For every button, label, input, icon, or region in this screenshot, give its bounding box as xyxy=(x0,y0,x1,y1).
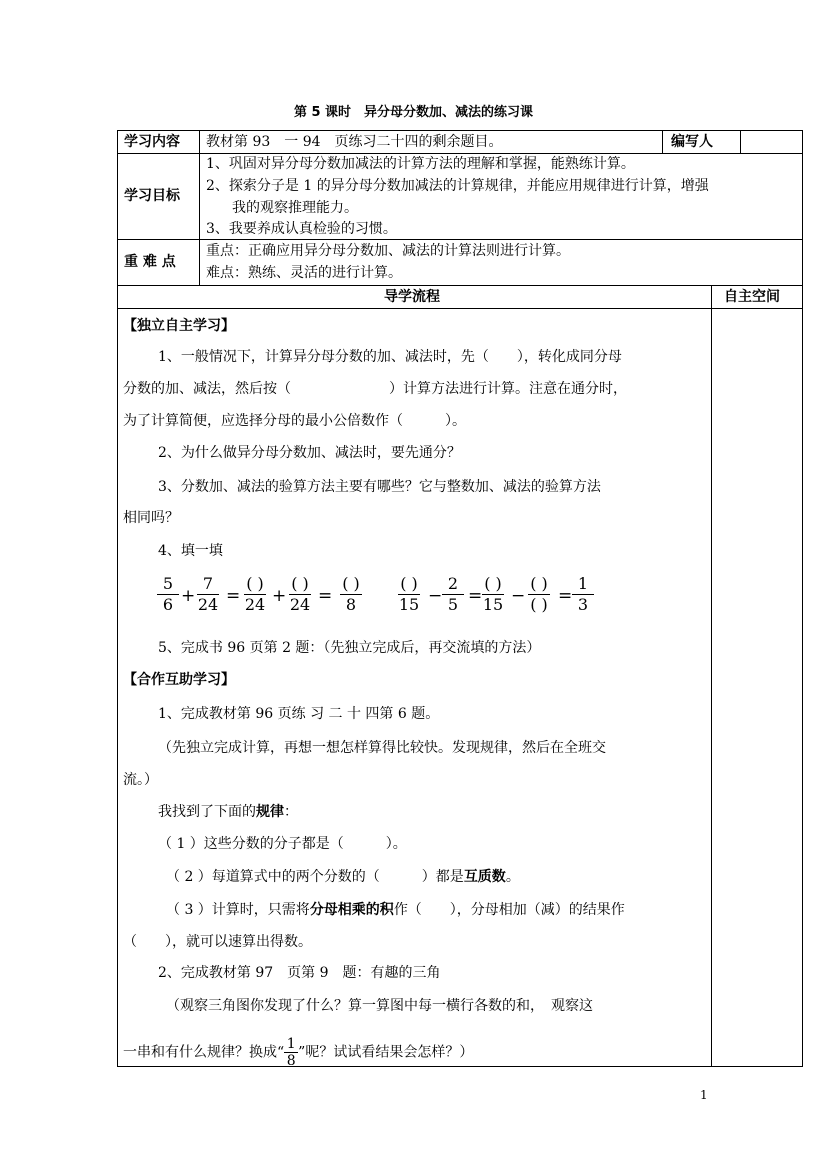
goal-label: 学习目标 xyxy=(124,188,180,204)
content-label: 学习内容 xyxy=(124,134,180,150)
goal-line: 3、我要养成认真检验的习惯。 xyxy=(206,221,397,237)
fraction: 7 24 xyxy=(197,574,219,614)
fraction-blank[interactable]: ( ) 24 xyxy=(289,574,311,614)
fraction: 1 3 xyxy=(570,575,596,614)
question-3-line: 3、分数加、减法的验算方法主要有哪些？它与整数加、减法的验算方法 xyxy=(158,479,601,495)
key-label: 重 难 点 xyxy=(124,254,176,270)
col-divider-space xyxy=(711,285,712,1067)
rule-3 xyxy=(166,900,625,920)
fraction-blank[interactable]: ( ) 15 xyxy=(398,574,420,614)
goal-line: 2、探索分子是 1 的异分母分数加减法的计算规律，并能应用规律进行计算，增强 xyxy=(206,178,709,194)
task-2-note xyxy=(123,1036,473,1069)
key-point: 难点：熟练、灵活的进行计算。 xyxy=(206,265,402,281)
fraction-numerator: 1 xyxy=(286,1036,296,1052)
fraction: 2 5 xyxy=(440,575,466,614)
key-point: 重点：正确应用异分母分数加、减法的计算法则进行计算。 xyxy=(206,243,570,259)
section-heading: 【独立自主学习】 xyxy=(123,318,235,334)
author-label: 编写人 xyxy=(671,134,713,150)
table-border-top xyxy=(117,130,803,131)
row-divider xyxy=(117,285,803,286)
plus-sign: + xyxy=(272,586,287,606)
task-1-note: 流。） xyxy=(123,772,158,788)
goal-line: 我的观察推理能力。 xyxy=(232,200,358,216)
equals-sign: = xyxy=(468,586,483,606)
rule-1: （ 1 ）这些分数的分子都是（ ）。 xyxy=(158,836,407,852)
rule-intro xyxy=(158,802,298,822)
space-header: 自主空间 xyxy=(724,289,780,305)
fraction: 5 6 xyxy=(155,575,181,614)
minus-sign: − xyxy=(428,586,443,606)
rule-colon: ： xyxy=(284,804,298,820)
table-border-left xyxy=(117,130,118,1067)
rule-2-keyword: 互质数 xyxy=(463,869,506,885)
col-divider-author-left xyxy=(662,130,663,154)
flow-header: 导学流程 xyxy=(384,289,440,305)
fraction-blank[interactable]: ( ) 15 xyxy=(482,574,504,614)
row-divider xyxy=(117,239,803,240)
rule-2-end: 。 xyxy=(505,869,520,885)
table-border-right xyxy=(802,130,803,1067)
question-1-line: 分数的加、减法，然后按（ ）计算方法进行计算。注意在通分时， xyxy=(123,381,627,397)
question-1-line: 1、一般情况下，计算异分母分数的加、减法时，先（ ），转化成同分母 xyxy=(158,349,622,365)
question-5: 5、完成书 96 页第 2 题：（先独立完成后，再交流填的方法） xyxy=(158,640,541,656)
fraction-denominator: 8 xyxy=(286,1053,296,1069)
content-text: 教材第 93 一 94 页练习二十四的剩余题目。 xyxy=(206,134,503,150)
question-2: 2、为什么做异分母分数加、减法时，要先通分？ xyxy=(158,445,461,461)
task-2-note-end: ”呢？试试看结果会怎样？） xyxy=(298,1044,474,1061)
rule-3-keyword: 分母相乘的积 xyxy=(309,902,394,918)
task-1-note: （先独立完成计算，再想一想怎样算得比较快。发现规律，然后在全班交 xyxy=(158,740,606,756)
equals-sign: = xyxy=(318,586,333,606)
fraction xyxy=(284,1036,298,1069)
rule-3-continued: （ ），就可以速算出得数。 xyxy=(123,934,312,950)
minus-sign: − xyxy=(511,586,526,606)
col-divider-author-right xyxy=(740,130,741,154)
rule-3-text: （ 3 ）计算时，只需将 xyxy=(166,902,310,918)
col-divider-label xyxy=(199,130,200,286)
page-title: 第 5 课时 异分母分数加、减法的练习课 xyxy=(293,105,534,120)
fraction-blank[interactable]: ( ) 24 xyxy=(244,574,266,614)
question-3-line: 相同吗？ xyxy=(123,510,179,526)
question-1-line: 为了计算简便，应选择分母的最小公倍数作（ ）。 xyxy=(123,413,466,429)
fraction-blank[interactable]: ( ) 8 xyxy=(338,575,364,614)
section-heading: 【合作互助学习】 xyxy=(123,672,235,688)
row-divider xyxy=(117,308,803,309)
task-2-note-text: 一串和有什么规律？换成“ xyxy=(123,1044,285,1061)
rule-intro-text: 我找到了下面的 xyxy=(158,804,256,820)
equals-sign: = xyxy=(226,586,241,606)
rule-keyword: 规律 xyxy=(256,804,284,820)
fraction-blank[interactable]: ( ) ( ) xyxy=(526,575,552,614)
plus-sign: + xyxy=(181,586,196,606)
page-number: 1 xyxy=(700,1088,708,1102)
question-4: 4、填一填 xyxy=(158,543,223,559)
task-1: 1、完成教材第 96 页练 习 二 十 四第 6 题。 xyxy=(158,706,440,722)
rule-2 xyxy=(166,867,520,887)
equals-sign: = xyxy=(558,586,573,606)
rule-2-text: （ 2 ）每道算式中的两个分数的（ ）都是 xyxy=(166,869,464,885)
task-2-note: （观察三角图你发现了什么？算一算图中每一横行各数的和， 观察这 xyxy=(166,998,593,1014)
goal-line: 1、巩固对异分母分数加减法的计算方法的理解和掌握，能熟练计算。 xyxy=(206,156,635,172)
rule-3-tail: 作（ ），分母相加（减）的结果作 xyxy=(393,902,625,918)
task-2: 2、完成教材第 97 页第 9 题：有趣的三角 xyxy=(158,965,441,981)
